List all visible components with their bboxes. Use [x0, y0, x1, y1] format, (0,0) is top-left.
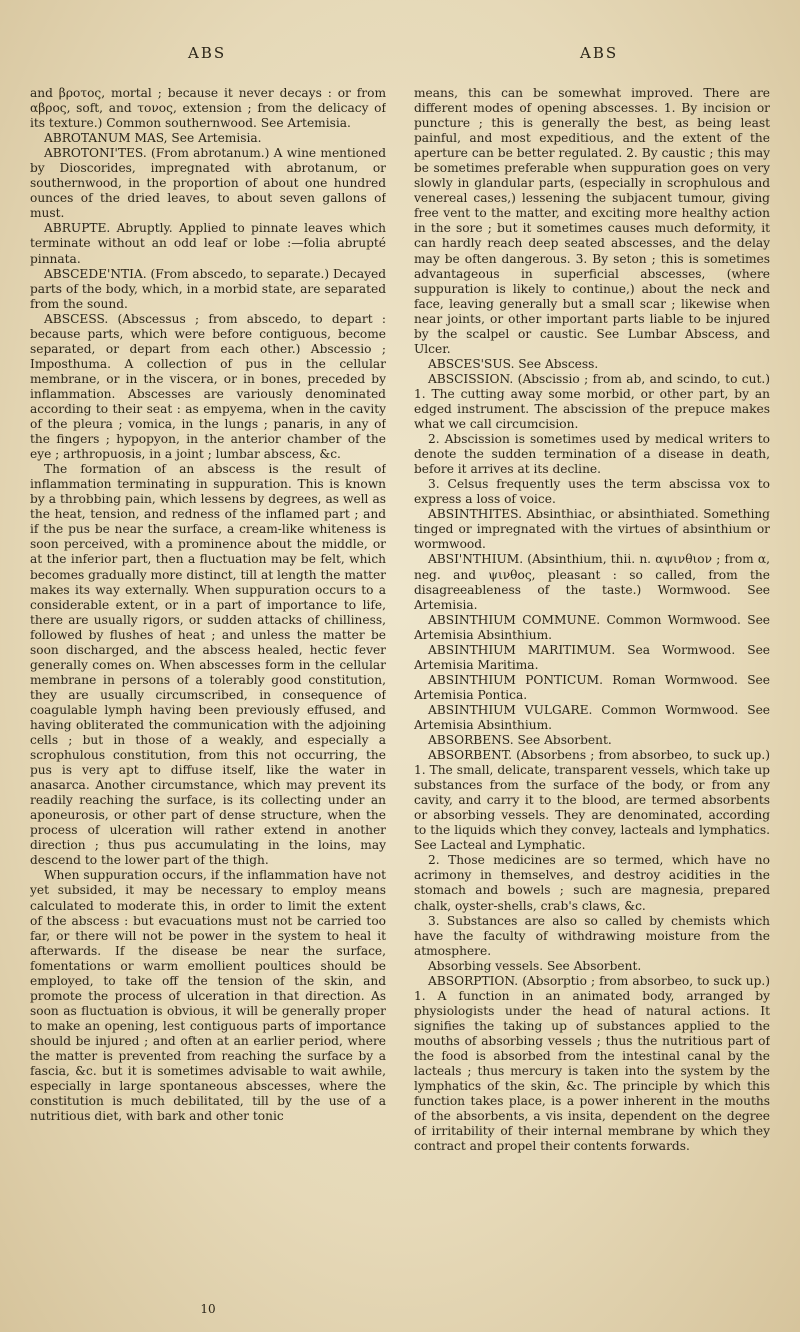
right-column	[414, 86, 770, 1296]
entry-paragraph: ABROTONI'TES. (From abrotanum.) A wine mentioned by Dioscorides, impregnated with abrotanum, or southernwood, in the proportion of about one hundred ounces of the dried leaves, to about seven gallons of must.	[30, 146, 386, 221]
entry-paragraph: 2. Abscission is sometimes used by medical writers to denote the sudden termination of a disease in death, before it arrives at its decline.	[414, 432, 770, 477]
header-right: ABS	[580, 44, 619, 62]
entry-paragraph: The formation of an abscess is the result of inflammation terminating in suppuration. This is known by a throbbing pain, which lessens by degrees, as well as the heat, tension, and redness of the inflamed part ; and if the pus be near the surface, a cream-like whiteness is soon perceived, with a prominence about the middle, or at the inferior part, then a fluctuation may be felt, which becomes gradually more distinct, till at length the matter makes its way externally. When suppuration occurs to a considerable extent, or in a part of importance to life, there are usually rigors, or sudden attacks of chilliness, followed by flushes of heat ; and unless the matter be soon discharged, and the abscess healed, hectic fever generally comes on. When abscesses form in the cellular membrane in persons of a tolerably good constitution, they are usually circumscribed, in consequence of coagulable lymph having been previously effused, and having obliterated the communication with the adjoining cells ; but in those of a weakly, and especially a scrophulous constitution, from this not occurring, the pus is very apt to diffuse itself, like the water in anasarca. Another circumstance, which may prevent its readily reaching the surface, is its collecting under an aponeurosis, or other part of dense structure, when the process of ulceration will rather extend in another direction ; thus pus accumulating in the loins, may descend to the lower part of the thigh.	[30, 462, 386, 868]
left-column	[30, 86, 386, 1296]
entry-paragraph: ABROTANUM MAS, See Artemisia.	[44, 131, 262, 146]
entry-paragraph: 3. Celsus frequently uses the term abscissa vox to express a loss of voice.	[414, 477, 770, 507]
entry-paragraph: ABSINTHITES. Absinthiac, or absinthiated. Something tinged or impregnated with the virtues of absinthium or wormwood.	[414, 507, 770, 552]
entry-paragraph: ABSORPTION. (Absorptio ; from absorbeo, to suck up.) 1. A function in an animated body, arranged by physiologists under the head of natural actions. It signifies the taking up of substances applied to the mouths of absorbing vessels ; thus the nutritious part of the food is absorbed from the intestinal canal by the lacteals ; thus mercury is taken into the system by the lymphatics of the skin, &c. The principle by which this function takes place, is a power inherent in the mouths of the absorbents, a vis insita, dependent on the degree of irritability of their internal membrane by which they contract and propel their contents forwards.	[414, 973, 770, 1154]
entry-paragraph: ABSORBENT. (Absorbens ; from absorbeo, to suck up.) 1. The small, delicate, transparent vessels, which take up substances from the surface of the body, or from any cavity, and carry it to the blood, are termed absorbents or absorbing vessels. They are denominated, according to the liquids which they convey, lacteals and lymphatics. See Lacteal and Lymphatic.	[414, 748, 770, 853]
page-number: 10	[200, 1302, 216, 1316]
entry-paragraph: When suppuration occurs, if the inflammation have not yet subsided, it may be necessary to employ means calculated to moderate this, in order to limit the extent of the abscess : but evacuations must not be carried too far, or there will not be power in the system to heal it afterwards. If the disease be near the surface, fomentations or warm emollient poultices should be employed, to take off the tension of the skin, and promote the process of ulceration in that direction. As soon as fluctuation is obvious, it will be generally proper to make an opening, lest contiguous parts of importance should be injured ; and often at an earlier period, where the matter is prevented from reaching the surface by a fascia, &c. but it is sometimes advisable to wait awhile, especially in large spontaneous abscesses, where the constitution is much debilitated, till by the use of a nutritious diet, with bark and other tonic	[30, 868, 386, 1124]
entry-paragraph: ABSI'NTHIUM. (Absinthium, thii. n. αψινθιον ; from α, neg. and ψινθος, pleasant : so called, from the disagreeableness of the taste.) Wormwood. See Artemisia.	[414, 552, 770, 612]
entry-paragraph: ABSINTHIUM VULGARE. Common Wormwood. See Artemisia Absinthium.	[414, 702, 770, 732]
entry-paragraph: ABSINTHIUM COMMUNE. Common Wormwood. See Artemisia Absinthium.	[414, 612, 770, 642]
entry-paragraph: and βροτος, mortal ; because it never decays : or from αβρος, soft, and τονος, extension ; from the delicacy of its texture.) Common southernwood. See Artemisia.	[30, 86, 386, 131]
entry-paragraph: means, this can be somewhat improved. There are different modes of opening abscesses. 1. By incision or puncture ; this is generally the best, as being least painful, and most expeditious, and the extent of the aperture can be better regulated. 2. By caustic ; this may be sometimes preferable when suppuration goes on very slowly in glandular parts, (especially in scrophulous and venereal cases,) lessening the subjacent tumour, giving free vent to the matter, and exciting more healthy action in the sore ; but it sometimes causes much deformity, it can hardly reach deep seated abscesses, and the delay may be often dangerous. 3. By seton ; this is sometimes advantageous in superficial abscesses, (where suppuration is likely to continue,) about the neck and face, leaving generally but a small scar ; likewise when near joints, or other important parts liable to be injured by the scalpel or caustic. See Lumbar Abscess, and Ulcer.	[414, 86, 770, 356]
entry-paragraph: ABSCES'SUS. See Abscess.	[428, 356, 599, 371]
entry-paragraph: 3. Substances are also so called by chemists which have the faculty of withdrawing moisture from the atmosphere.	[414, 913, 770, 958]
entry-paragraph: ABSCISSION. (Abscissio ; from ab, and scindo, to cut.) 1. The cutting away some morbid, or other part, by an edged instrument. The abscission of the prepuce makes what we call circumcision.	[414, 371, 770, 432]
entry-paragraph: Absorbing vessels. See Absorbent.	[428, 958, 642, 973]
entry-paragraph: ABSORBENS. See Absorbent.	[428, 733, 612, 748]
entry-paragraph: ABSINTHIUM PONTICUM. Roman Wormwood. See Artemisia Pontica.	[414, 672, 770, 702]
entry-paragraph: ABSCESS. (Abscessus ; from abscedo, to depart : because parts, which were before contiguous, become separated, or depart from each other.) Abscessio ; Imposthuma. A collection of pus in the cellular membrane, or in the viscera, or in bones, preceded by inflammation. Abscesses are variously denominated according to their seat : as empyema, when in the cavity of the pleura ; vomica, in the lungs ; panaris, in any of the fingers ; hypopyon, in the anterior chamber of the eye ; arthropuosis, in a joint ; lumbar abscess, &c.	[30, 311, 386, 462]
entry-paragraph: 2. Those medicines are so termed, which have no acrimony in themselves, and destroy acidities in the stomach and bowels ; such are magnesia, prepared chalk, oyster-shells, crab's claws, &c.	[414, 853, 770, 913]
entry-paragraph: ABSINTHIUM MARITIMUM. Sea Wormwood. See Artemisia Maritima.	[414, 642, 770, 672]
entry-paragraph: ABSCEDE'NTIA. (From abscedo, to separate.) Decayed parts of the body, which, in a morbid state, are separated from the sound.	[30, 266, 386, 311]
running-header	[0, 44, 800, 72]
header-left: ABS	[188, 44, 227, 62]
entry-paragraph: ABRUPTE. Abruptly. Applied to pinnate leaves which terminate without an odd leaf or lobe :—folia abrupté pinnata.	[30, 221, 386, 266]
